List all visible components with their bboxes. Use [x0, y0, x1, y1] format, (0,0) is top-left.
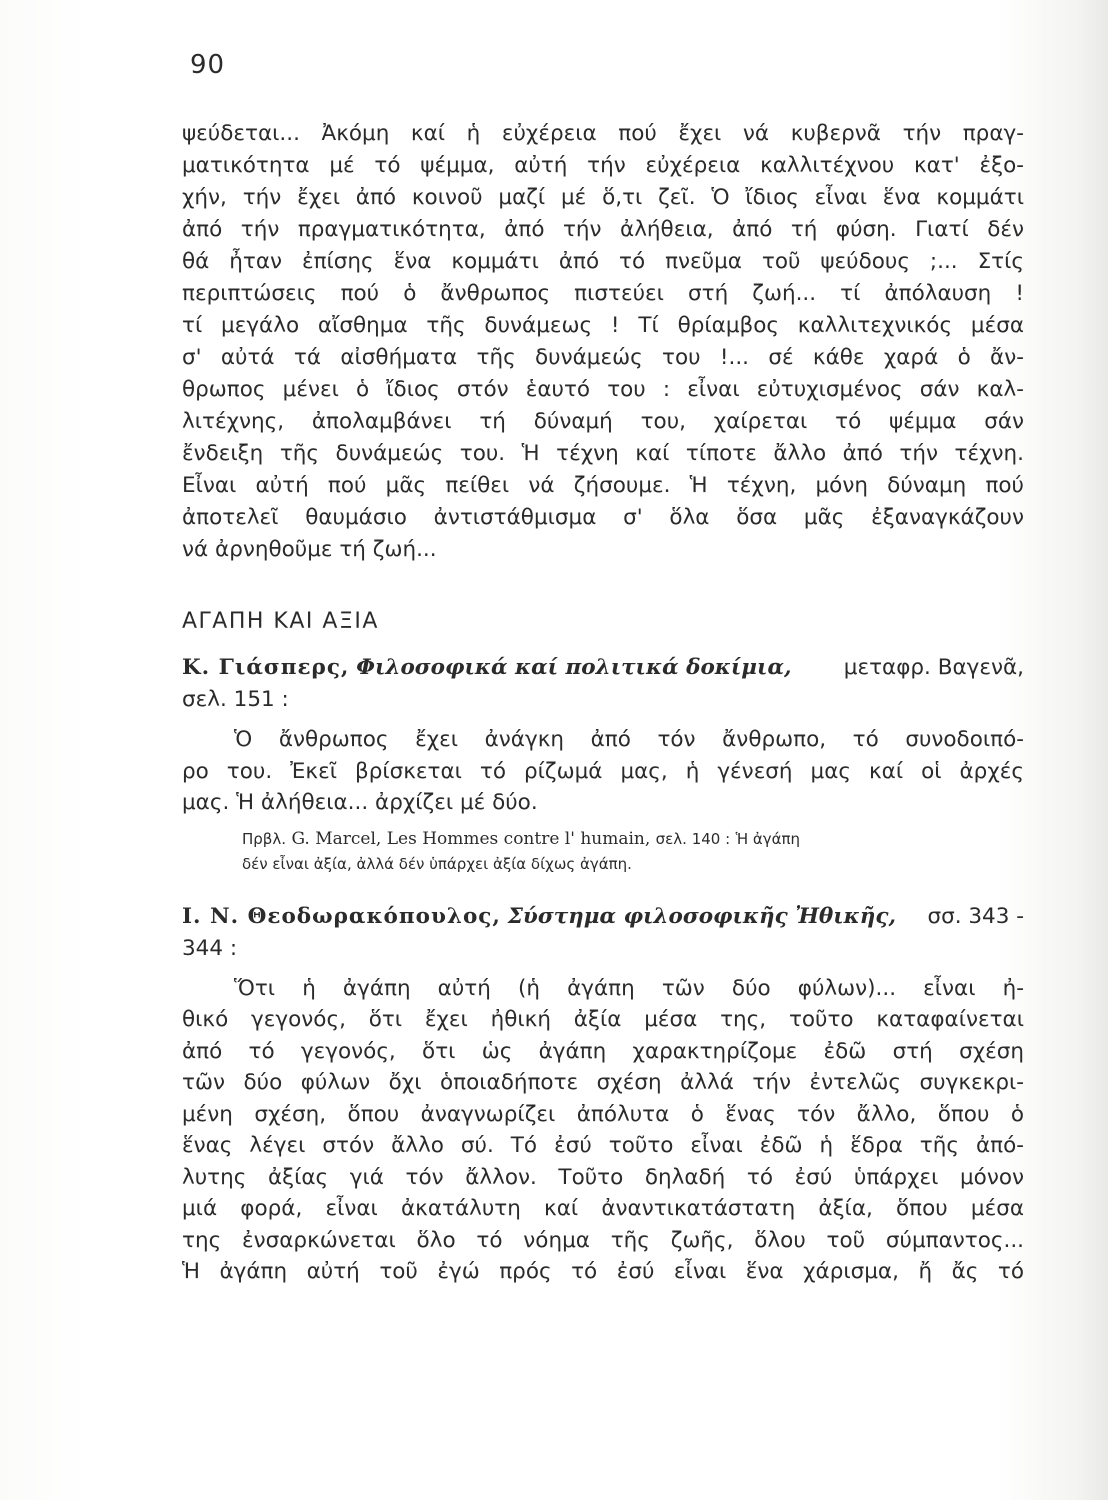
reference-page: 344 :	[182, 935, 238, 961]
section-heading: ΑΓΑΠΗ ΚΑΙ ΑΞΙΑ	[182, 609, 379, 634]
quote-line: τῶν δύο φύλων ὄχι ὁποιαδήποτε σχέση ἀλλά τήν ἐντελῶς συγκεκρι-	[182, 1070, 1024, 1095]
text-line: θά ἦταν ἐπίσης ἕνα κομμάτι ἀπό τό πνεῦμα τοῦ ψεύδους ;... Στίς	[182, 249, 1024, 274]
quote-line: Ὅτι ἡ ἀγάπη αὐτή (ἡ ἀγάπη τῶν δύο φύλων)... εἶναι ἠ-	[234, 975, 1024, 1001]
reference-work: Σύστημα φιλοσοφικῆς Ἠθικῆς,	[507, 903, 896, 929]
text-line: ἀποτελεῖ θαυμάσιο ἀντιστάθμισμα σ' ὅλα ὅσα μᾶς ἐξαναγκάζουν	[182, 505, 1024, 530]
text-line: ἔνδειξη τῆς δυνάμεώς του. Ἡ τέχνη καί τίποτε ἄλλο ἀπό τήν τέχνη.	[182, 441, 1024, 466]
quote-jaspers	[182, 724, 1024, 819]
quote-line: μιά φορά, εἶναι ἀκατάλυτη καί ἀναντικατάστατη ἀξία, ὅπου μέσα	[182, 1196, 1024, 1221]
text-line: περιπτώσεις πού ὁ ἄνθρωπος πιστεύει στή ζωή... τί ἀπόλαυση !	[182, 281, 1024, 306]
note-marcel	[242, 827, 1024, 877]
quote-line: ἀπό τό γεγονός, ὅτι ὡς ἀγάπη χαρακτηρίζομε ἐδῶ στή σχέση	[182, 1038, 1024, 1064]
text-column	[182, 118, 1024, 1288]
quote-line: λυτης ἀξίας γιά τόν ἄλλον. Τοῦτο δηλαδή τό ἐσύ ὑπάρχει μόνον	[182, 1164, 1024, 1190]
quote-line: μένη σχέση, ὅπου ἀναγνωρίζει ἀπόλυτα ὁ ἕνας τόν ἄλλο, ὅπου ὁ	[182, 1101, 1024, 1127]
text-line: σ' αὐτά τά αἰσθήματα τῆς δυνάμεώς του !... σέ κάθε χαρά ὁ ἄν-	[182, 345, 1024, 370]
reference-author: Κ. Γιάσπερς,	[182, 655, 350, 680]
quote-line: της ἐνσαρκώνεται ὅλο τό νόημα τῆς ζωῆς, ὅλου τοῦ σύμπαντος...	[182, 1227, 1024, 1253]
text-line: ἀπό τήν πραγματικότητα, ἀπό τήν ἀλήθεια, ἀπό τή φύση. Γιατί δέν	[182, 217, 1024, 242]
reference-author: Ι. Ν. Θεοδωρακόπουλος,	[182, 903, 501, 929]
reference-work: Φιλοσοφικά καί πολιτικά δοκίμια,	[356, 655, 792, 680]
paragraph-nietzsche-excerpt	[182, 118, 1024, 566]
note-line: δέν εἶναι ἀξία, ἀλλά δέν ὑπάρχει ἀξία δίχως ἀγάπη.	[242, 854, 632, 873]
reference-details: μεταφρ. Βαγενᾶ,	[843, 655, 1024, 680]
quote-line: μας. Ἡ ἀλήθεια... ἀρχίζει μέ δύο.	[182, 790, 538, 815]
reference-details: σσ. 343 -	[927, 903, 1024, 929]
text-line: χήν, τήν ἔχει ἀπό κοινοῦ μαζί μέ ὅ,τι ζεῖ. Ὁ ἴδιος εἶναι ἕνα κομμάτι	[182, 185, 1024, 210]
text-line: ψεύδεται... Ἀκόμη καί ἡ εὐχέρεια πού ἔχει νά κυβερνᾶ τήν πραγ-	[182, 121, 1024, 146]
quote-theodorakopoulos	[182, 973, 1024, 1288]
note-line: Πρβλ. G. Marcel, Les Hommes contre l' humain, σελ. 140 : Ἡ ἀγάπη	[242, 828, 801, 849]
text-line: νά ἀρνηθοῦμε τή ζωή...	[182, 537, 437, 562]
text-line: λιτέχνης, ἀπολαμβάνει τή δύναμή του, χαίρεται τό ψέμμα σάν	[182, 409, 1024, 434]
text-line: τί μεγάλο αἴσθημα τῆς δυνάμεως ! Τί θρίαμβος καλλιτεχνικός μέσα	[182, 313, 1024, 338]
quote-line: ρο του. Ἐκεῖ βρίσκεται τό ρίζωμά μας, ἡ γένεσή μας καί οἱ ἀρχές	[182, 758, 1024, 784]
text-line: Εἶναι αὐτή πού μᾶς πείθει νά ζήσουμε. Ἡ τέχνη, μόνη δύναμη πού	[182, 473, 1024, 498]
page-number: 90	[190, 50, 226, 80]
quote-line: ἕνας λέγει στόν ἄλλο σύ. Τό ἐσύ τοῦτο εἶναι ἐδῶ ἡ ἕδρα τῆς ἀπό-	[182, 1133, 1024, 1158]
text-line: θρωπος μένει ὁ ἴδιος στόν ἑαυτό του : εἶναι εὐτυχισμένος σάν καλ-	[182, 377, 1024, 402]
text-line: ματικότητα μέ τό ψέμμα, αὐτή τήν εὐχέρεια καλλιτέχνου κατ' ἐξο-	[182, 153, 1024, 178]
quote-line: θικό γεγονός, ὅτι ἔχει ἠθική ἀξία μέσα της, τοῦτο καταφαίνεται	[182, 1007, 1024, 1032]
reference-jaspers	[182, 652, 1024, 716]
reference-theodorakopoulos	[182, 901, 1024, 965]
quote-line: Ἡ ἀγάπη αὐτή τοῦ ἐγώ πρός τό ἐσύ εἶναι ἕνα χάρισμα, ἤ ἄς τό	[182, 1259, 1024, 1284]
quote-line: Ὁ ἄνθρωπος ἔχει ἀνάγκη ἀπό τόν ἄνθρωπο, τό συνοδοιπό-	[234, 727, 1024, 752]
reference-page: σελ. 151 :	[182, 687, 289, 712]
